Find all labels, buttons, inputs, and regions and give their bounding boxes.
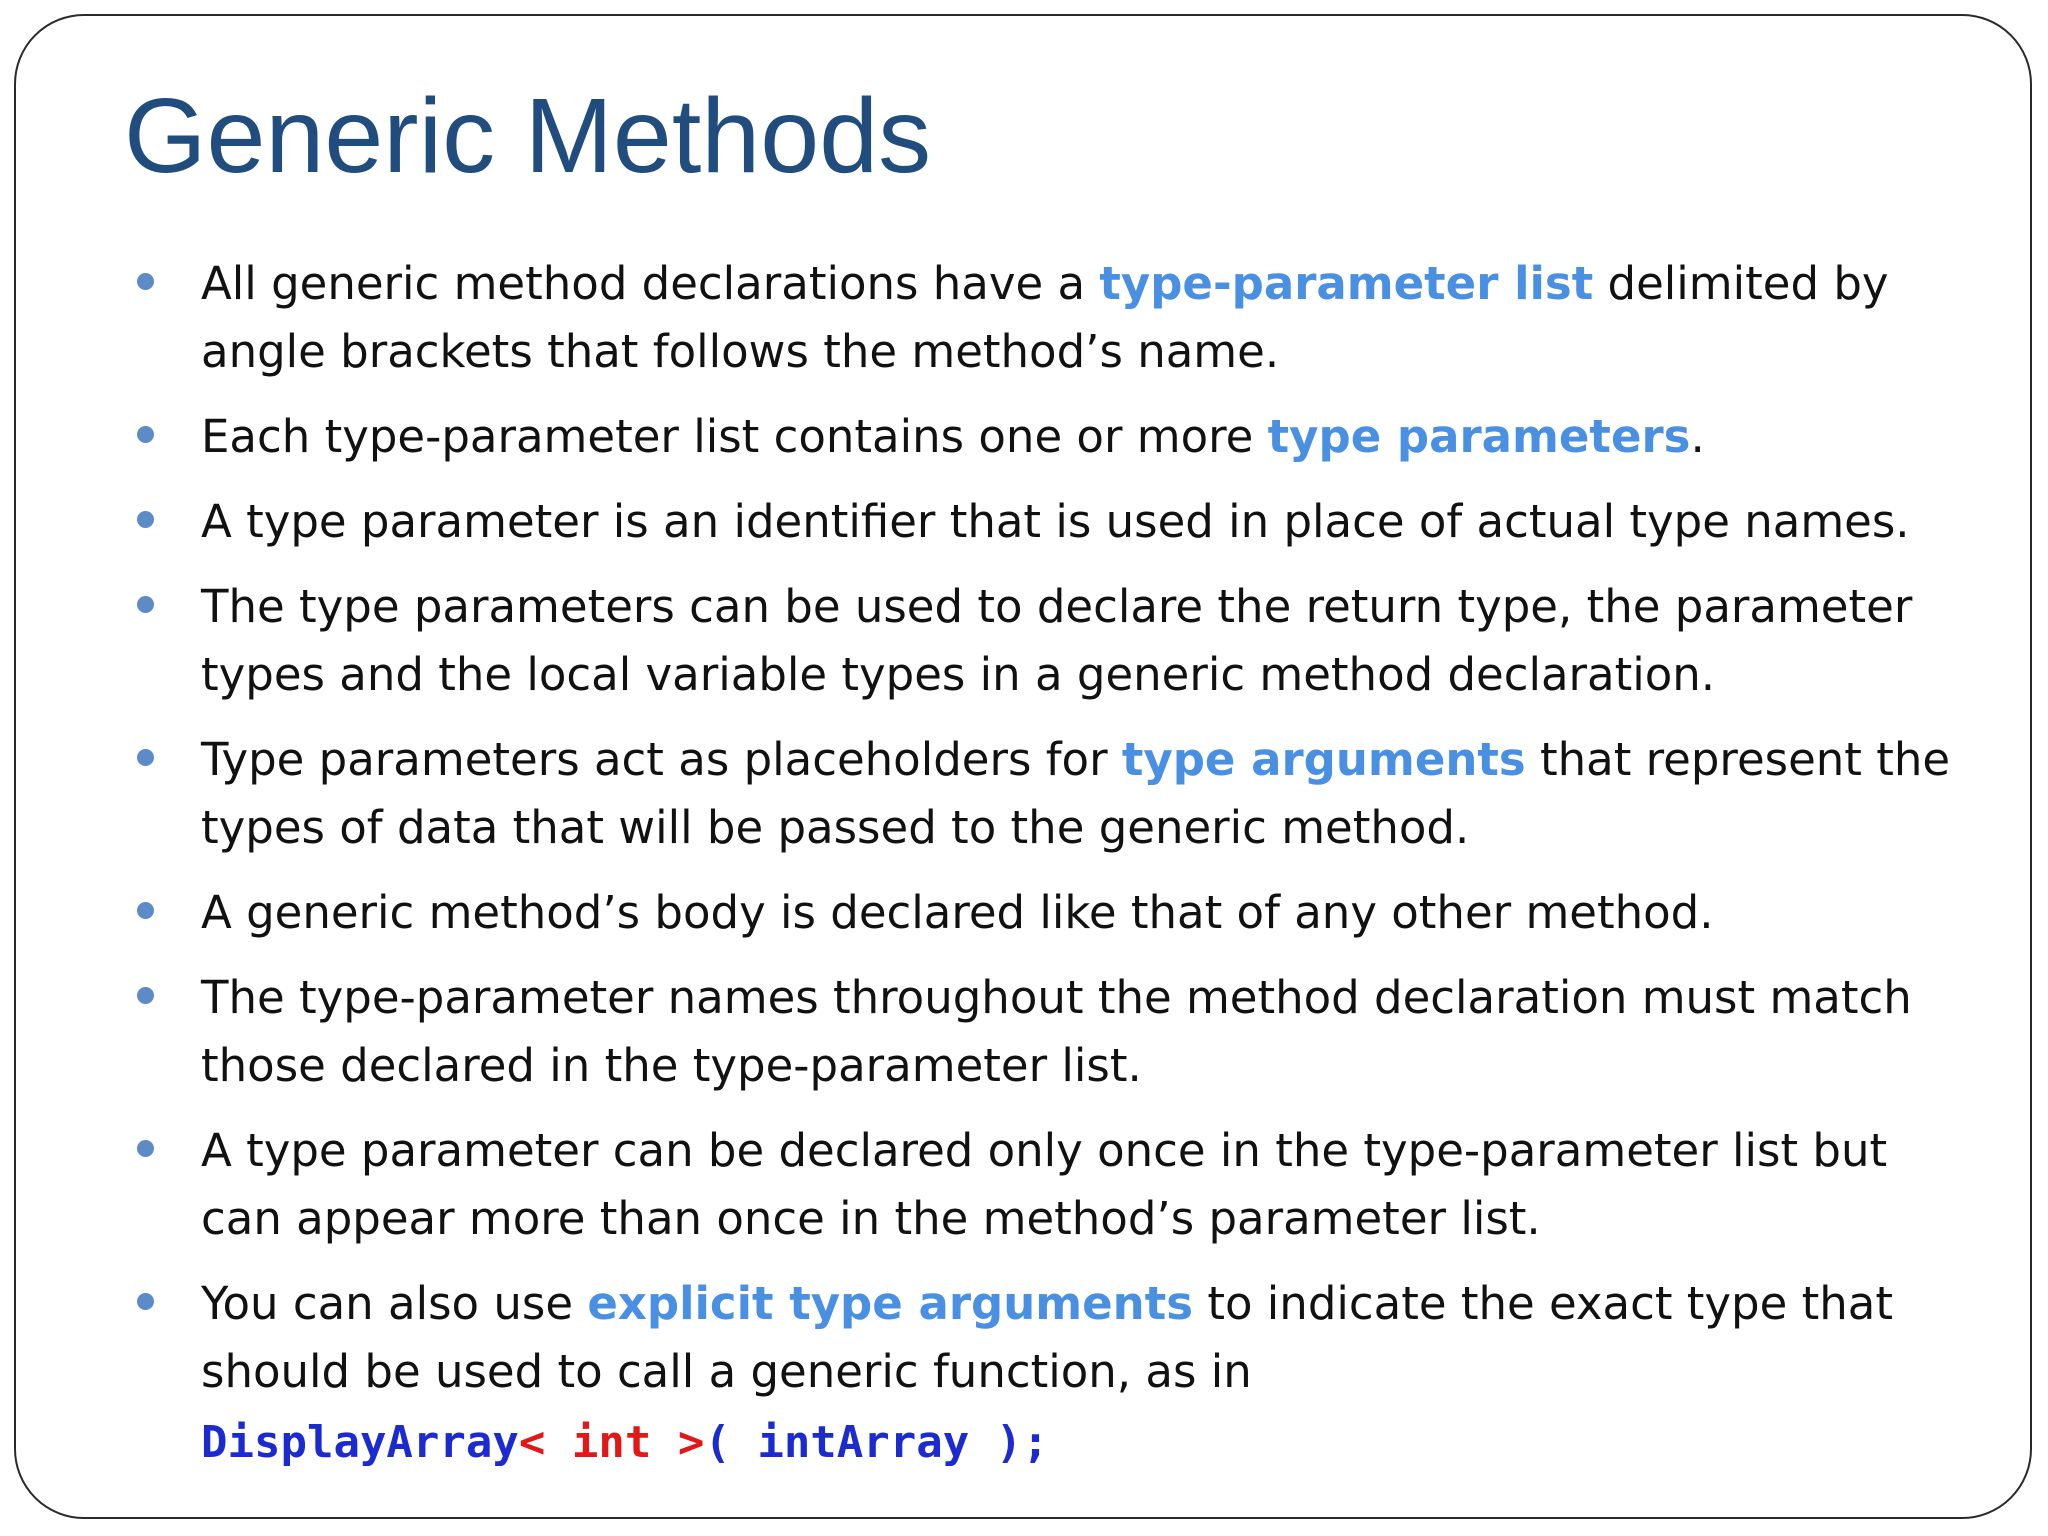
bullet-dot-icon (137, 1140, 154, 1157)
bullet-highlight: type parameters (1267, 410, 1691, 463)
bullet-item (96, 1270, 1976, 1472)
bullet-item (96, 1117, 1976, 1253)
bullet-dot-icon (137, 273, 154, 290)
code-type-argument: int (571, 1417, 652, 1468)
bullet-dot-icon (137, 902, 154, 919)
slide-title: Generic Methods (124, 77, 932, 195)
bullet-dot-icon (137, 511, 154, 528)
bullet-dot-icon (137, 1293, 154, 1310)
code-angle-close: > (651, 1417, 705, 1468)
code-angle-open: < (518, 1417, 572, 1468)
bullet-item (96, 964, 1976, 1100)
bullet-text: All generic method declarations have a (201, 257, 1100, 310)
bullet-text: Type parameters act as placeholders for (201, 733, 1122, 786)
bullet-dot-icon (137, 426, 154, 443)
bullet-text: to indicate the exact type that should be used to call a generic function, as in (201, 1277, 1893, 1398)
bullet-item (96, 250, 1976, 386)
bullet-text: Each type-parameter list contains one or more (201, 410, 1268, 463)
bullet-text: The type-parameter names throughout the method declaration must match those declared in the type-parameter list. (201, 971, 1912, 1092)
bullet-dot-icon (137, 749, 154, 766)
code-arguments: ( intArray ); (704, 1417, 1049, 1468)
bullet-text: A generic method’s body is declared like that of any other method. (201, 886, 1714, 939)
bullet-item (96, 879, 1976, 947)
bullet-text: A type parameter can be declared only once in the type-parameter list but can appear more than once in the method’s parameter list. (201, 1124, 1888, 1245)
bullet-item (96, 403, 1976, 471)
bullet-text: You can also use (201, 1277, 588, 1330)
bullet-list (96, 250, 1976, 1489)
bullet-text: delimited by angle brackets that follows the method’s name. (201, 257, 1889, 378)
bullet-text: that represent the types of data that will be passed to the generic method. (201, 733, 1951, 854)
bullet-dot-icon (137, 987, 154, 1004)
bullet-highlight: type-parameter list (1099, 257, 1594, 310)
bullet-text: . (1690, 410, 1705, 463)
bullet-item (96, 488, 1976, 556)
bullet-item (96, 726, 1976, 862)
bullet-highlight: explicit type arguments (587, 1277, 1194, 1330)
code-example (201, 1414, 1976, 1472)
code-method-name: DisplayArray (201, 1417, 519, 1468)
slide (14, 14, 2032, 1519)
bullet-highlight: type arguments (1121, 733, 1526, 786)
bullet-text: A type parameter is an identifier that is used in place of actual type names. (201, 495, 1910, 548)
bullet-item (96, 573, 1976, 709)
bullet-dot-icon (137, 596, 154, 613)
bullet-text: The type parameters can be used to declare the return type, the parameter types and the local variable types in a generic method declaration. (201, 580, 1913, 701)
